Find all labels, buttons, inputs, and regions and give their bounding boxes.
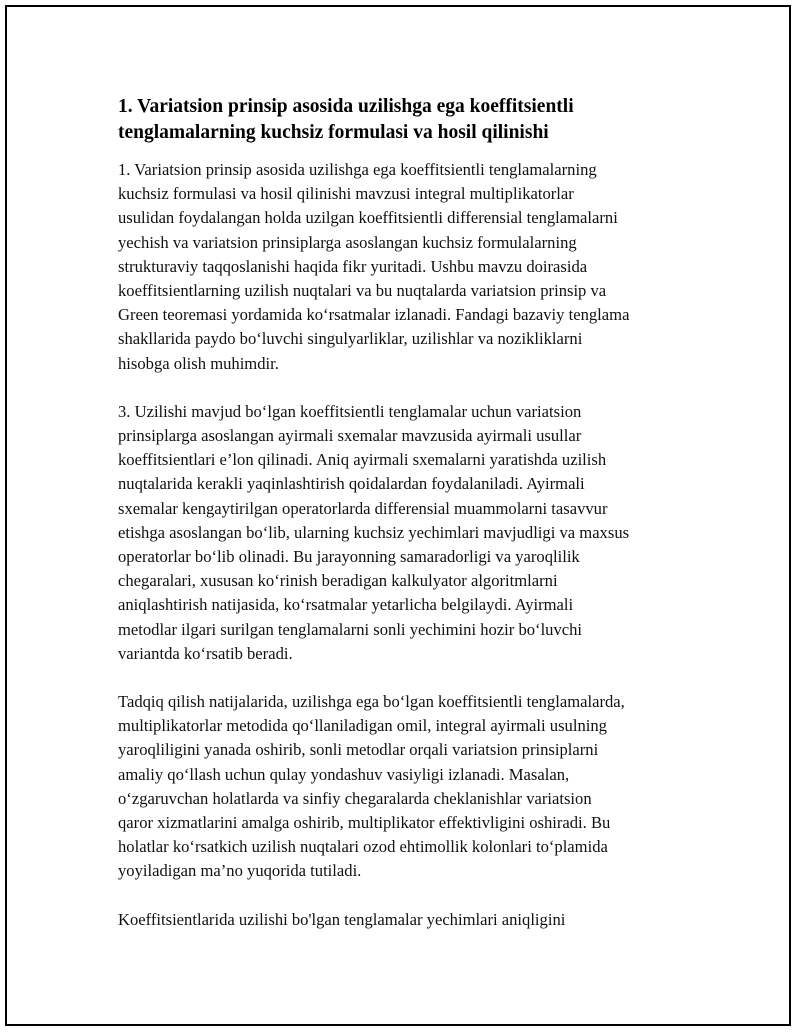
title-line: 1. Variatsion prinsip asosida uzilishga ega koeffitsientli — [118, 96, 574, 117]
text-line: holatlar ko‘rsatkich uzilish nuqtalari ozod ehtimollik kolonlari to‘plamida — [118, 837, 608, 857]
text-line: Green teoremasi yordamida ko‘rsatmalar izlanadi. Fandagi bazaviy tenglama — [118, 305, 630, 325]
text-line: yoyiladigan ma’no yuqorida tutiladi. — [118, 861, 362, 881]
text-line: multiplikatorlar metodida qo‘llaniladigan omil, integral ayirmali usulning — [118, 716, 607, 736]
text-line: qaror xizmatlarini amalga oshirib, multiplikator effektivligini oshiradi. Bu — [118, 813, 611, 833]
text-line: amaliy qo‘llash uchun qulay yondashuv vasiyligi izlanadi. Masalan, — [118, 764, 570, 784]
text-line: usulidan foydalangan holda uzilgan koeffitsientli differensial tenglamalarni — [118, 208, 618, 228]
paragraph-4 — [118, 908, 688, 932]
text-line: nuqtalarida kerakli yaqinlashtirish qoidalardan foydalaniladi. Ayirmali — [118, 474, 585, 494]
text-line: Koeffitsientlarida uzilishi bo'lgan tenglamalar yechimlari aniqligini — [118, 909, 566, 929]
text-line: 3. Uzilishi mavjud bo‘lgan koeffitsientli tenglamalar uchun variatsion — [118, 401, 582, 421]
text-line: metodlar ilgari surilgan tenglamalarni sonli yechimini hozir bo‘luvchi — [118, 619, 583, 639]
document-body — [118, 94, 688, 956]
paragraph-3 — [118, 690, 688, 884]
text-line: koeffitsientlari e’lon qilinadi. Aniq ayirmali sxemalarni yaratishda uzilish — [118, 450, 607, 470]
text-line: chegaralari, xususan ko‘rinish beradigan kalkulyator algoritmlarni — [118, 571, 558, 591]
document-title — [118, 94, 688, 146]
text-line: 1. Variatsion prinsip asosida uzilishga ega koeffitsientli tenglamalarning — [118, 160, 597, 179]
text-line: yechish va variatsion prinsiplarga asoslangan kuchsiz formulalarning — [118, 232, 577, 252]
paragraph-2 — [118, 400, 688, 666]
text-line: Tadqiq qilish natijalarida, uzilishga ega bo‘lgan koeffitsientli tenglamalarda, — [118, 692, 625, 712]
text-line: sxemalar kengaytirilgan operatorlarda differensial muammolarni tasavvur — [118, 498, 608, 518]
text-line: hisobga olish muhimdir. — [118, 353, 279, 373]
text-line: strukturaviy taqqoslanishi haqida fikr yuritadi. Ushbu mavzu doirasida — [118, 256, 588, 276]
text-line: etishga asoslangan bo‘lib, ularning kuchsiz yechimlari mavjudligi va maxsus — [118, 522, 630, 542]
text-line: prinsiplarga asoslangan ayirmali sxemalar mavzusida ayirmali usullar — [118, 426, 582, 446]
text-line: kuchsiz formulasi va hosil qilinishi mavzusi integral multiplikatorlar — [118, 184, 574, 204]
text-line: variantda ko‘rsatib beradi. — [118, 643, 293, 663]
title-line: tenglamalarning kuchsiz formulasi va hosil qilinishi — [118, 122, 549, 143]
paragraph-1 — [118, 158, 688, 376]
text-line: yaroqliligini yanada oshirib, sonli metodlar orqali variatsion prinsiplarni — [118, 740, 599, 760]
text-line: aniqlashtirish natijasida, ko‘rsatmalar yetarlicha belgilaydi. Ayirmali — [118, 595, 574, 615]
text-line: koeffitsientlarning uzilish nuqtalari va bu nuqtalarda variatsion prinsip va — [118, 281, 607, 301]
text-line: shakllarida paydo bo‘luvchi singulyarliklar, uzilishlar va nozikliklarni — [118, 329, 583, 349]
text-line: o‘zgaruvchan holatlarda va sinfiy chegaralarda cheklanishlar variatsion — [118, 788, 592, 808]
text-line: operatorlar bo‘lib olinadi. Bu jarayonning samaradorligi va yaroqlilik — [118, 547, 580, 567]
